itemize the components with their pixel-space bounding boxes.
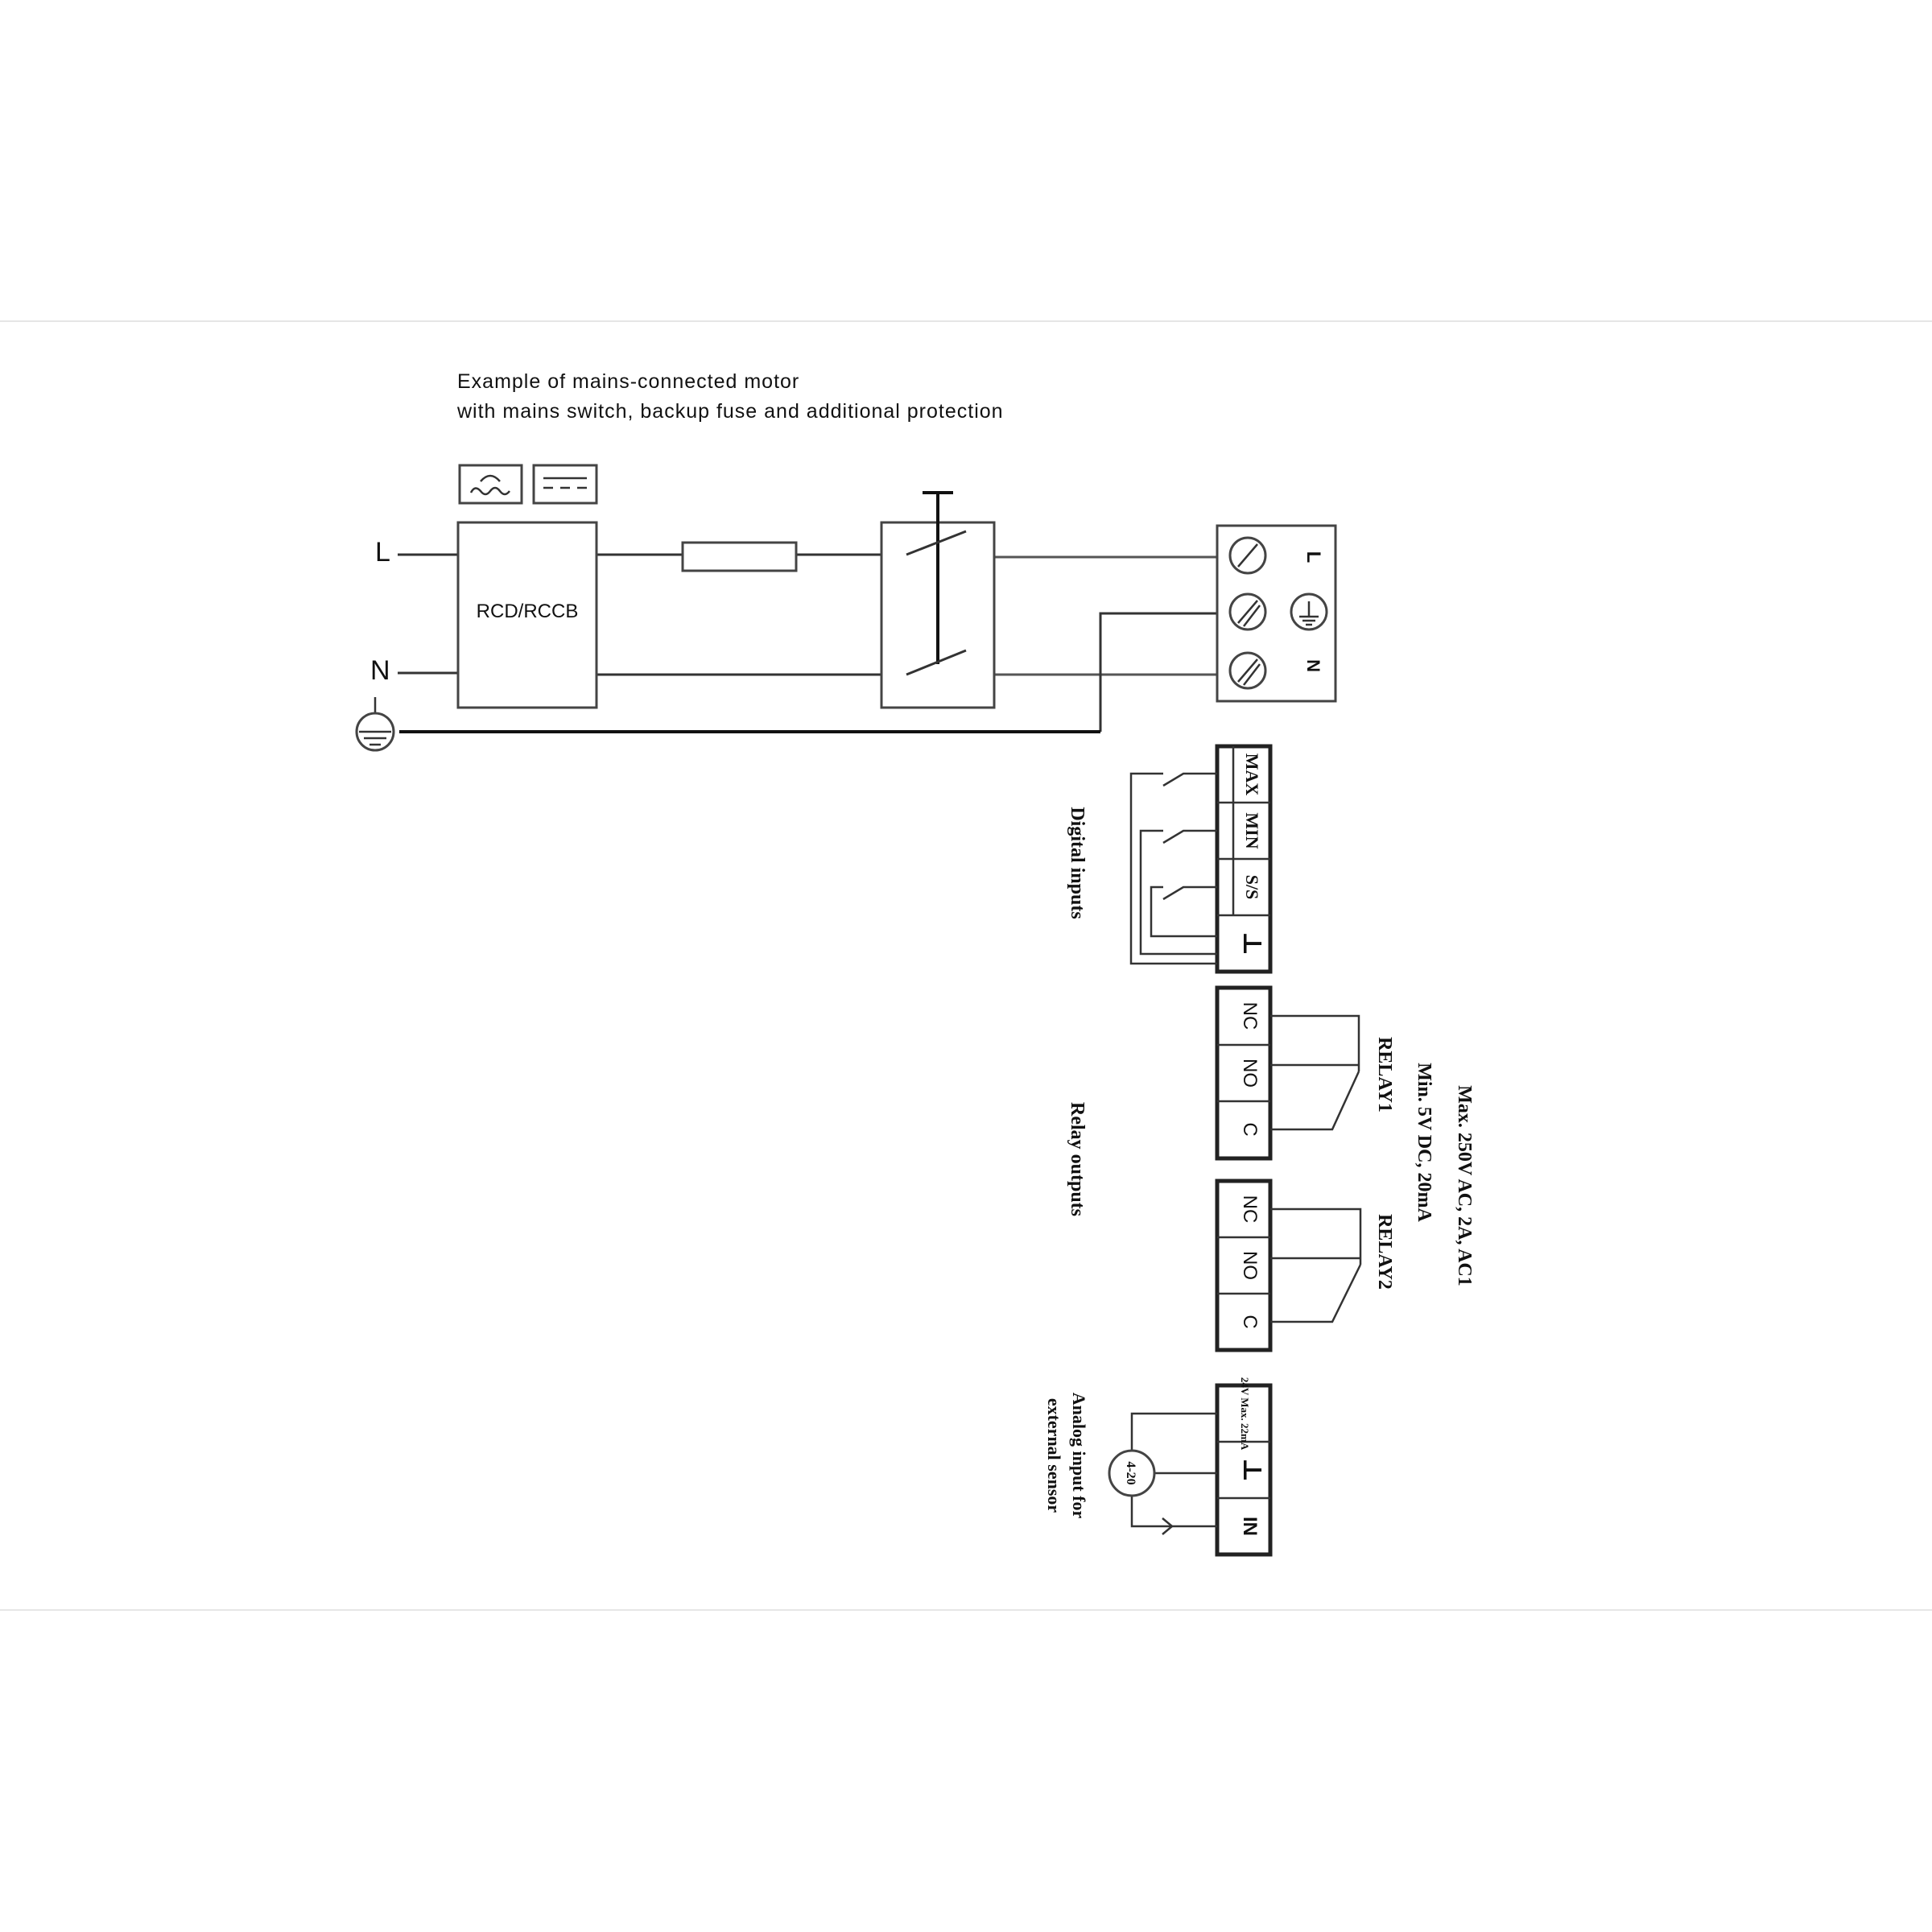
relay1-nc: NC bbox=[1239, 1001, 1261, 1030]
relay2-nc: NC bbox=[1239, 1195, 1261, 1224]
screw-terminal-icon bbox=[1230, 594, 1265, 630]
analog-input-in: IN bbox=[1239, 1517, 1261, 1536]
analog-input-label-line-2: external sensor bbox=[1044, 1397, 1064, 1513]
backup-fuse bbox=[683, 543, 796, 571]
relay1-contact-wiring bbox=[1270, 1016, 1359, 1129]
analog-input-ground: ⊥ bbox=[1238, 1457, 1267, 1483]
relay2-label: RELAY2 bbox=[1374, 1214, 1395, 1290]
external-sensor-icon bbox=[1109, 1451, 1154, 1496]
digital-input-ground: ⊥ bbox=[1238, 931, 1267, 956]
relay2-c: C bbox=[1239, 1315, 1261, 1329]
relay2-contact-wiring bbox=[1270, 1209, 1360, 1322]
ground-icon bbox=[357, 697, 394, 750]
power-terminal-block bbox=[1217, 526, 1335, 701]
thermal-magnetic-icon bbox=[460, 465, 522, 503]
analog-input-label-line-1: Analog input for bbox=[1069, 1392, 1089, 1519]
caption-line-1: Example of mains-connected motor bbox=[457, 370, 800, 393]
relay1-c: C bbox=[1239, 1122, 1261, 1137]
analog-input-terminal-block bbox=[1217, 1377, 1270, 1554]
rcd-rccb-box bbox=[458, 522, 597, 708]
relay1-label: RELAY1 bbox=[1374, 1037, 1395, 1113]
relay2-terminal-block bbox=[1217, 1181, 1270, 1350]
digital-input-max: MAX bbox=[1242, 753, 1262, 796]
digital-input-start-stop: S/S bbox=[1242, 874, 1262, 900]
digital-inputs-wiring bbox=[1131, 774, 1217, 964]
mains-line-label: L bbox=[375, 537, 390, 568]
protective-earth-icon bbox=[1291, 594, 1327, 630]
power-terminal-line-label: L bbox=[1302, 551, 1324, 564]
relay-outputs-label: Relay outputs bbox=[1067, 1101, 1088, 1217]
mains-neutral-label: N bbox=[370, 655, 390, 686]
rcd-rccb-label: RCD/RCCB bbox=[476, 601, 579, 622]
sensor-range-label: 4-20 bbox=[1124, 1461, 1137, 1485]
relay-spec-line-1: Max. 250V AC, 2A, AC1 bbox=[1454, 1085, 1475, 1286]
mains-switch bbox=[881, 493, 994, 708]
relay1-terminal-block bbox=[1217, 988, 1270, 1158]
power-terminal-neutral-label: N bbox=[1303, 659, 1323, 672]
analog-input-supply: 24V Max. 22mA bbox=[1239, 1377, 1251, 1451]
caption-line-2: with mains switch, backup fuse and additional protection bbox=[457, 400, 1004, 423]
relay2-no: NO bbox=[1239, 1251, 1261, 1280]
relay1-no: NO bbox=[1239, 1059, 1261, 1088]
screw-terminal-icon bbox=[1230, 538, 1265, 573]
digital-inputs-label: Digital inputs bbox=[1067, 807, 1088, 919]
digital-inputs-terminal-block bbox=[1217, 746, 1270, 972]
relay-spec-line-2: Min. 5V DC, 20mA bbox=[1414, 1063, 1435, 1222]
screw-terminal-icon bbox=[1230, 653, 1265, 688]
dc-symbol-icon bbox=[534, 465, 597, 503]
digital-input-min: MIN bbox=[1242, 812, 1262, 849]
